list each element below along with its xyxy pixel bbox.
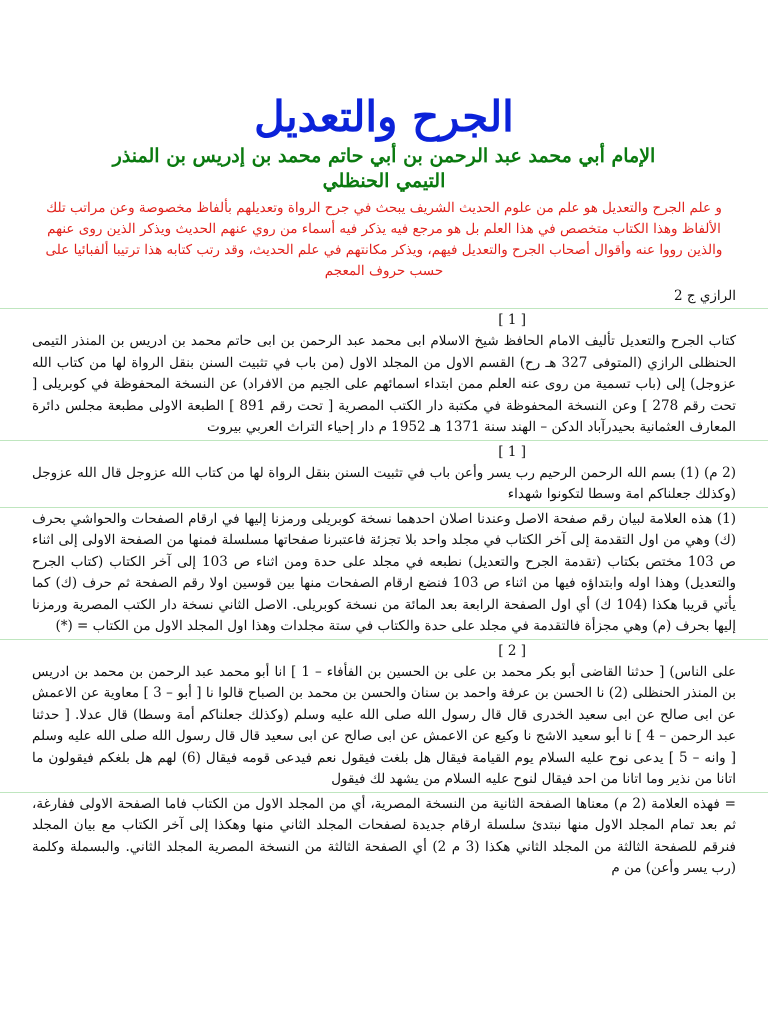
- divider: [0, 507, 768, 508]
- page-number: [ 1 ]: [498, 443, 526, 460]
- volume-label: الرازي ج 2: [673, 288, 736, 304]
- divider: [0, 440, 768, 441]
- section-3-paragraph: على الناس) [ حدثنا القاضى أبو بكر محمد بن على بن الحسين بن الفأفاء – 1 ] انا أبو محمد عبد الرحمن بن محمد بن ادريس بن المنذر الحنظلى (2) نا الحسن بن عرفة واحمد بن سنان والحسن بن محمد بن الصباح قالوا نا [ أبو – 3 ] معاوية عن الاعمش عن ابى صالح عن ابى سعيد الخدرى قال قال رسول الله صلى الله عليه وسلم (وكذلك جعلناكم أمة وسطا) قال عدلا. [ حدثنا عبد الرحمن – 4 ] نا أبو سعيد الاشج نا وكيع عن الاعمش عن ابى صالح عن ابى سعيد قال قال رسول الله صلى الله عليه وسلم [ وانه – 5 ] يدعى نوح عليه السلام يوم القيامة فيقال هل بلغت فيقول نعم فيدعى قومه فيقال (6) لهم هل بلغكم فيقولون ما اتانا من نذير وما اتانا من احد فيقال لنوح عليه السلام من يشهد لك فيقول: [32, 663, 737, 787]
- divider: [0, 639, 768, 640]
- divider: [0, 308, 768, 309]
- section-1-paragraph: كتاب الجرح والتعديل تأليف الامام الحافظ شيخ الاسلام ابى محمد عبد الرحمن بن ابى حاتم محمد بن ادريس بن المنذر التيمى الحنظلى الرازي (المتوفى 327 هـ رح) القسم الاول من المجلد الاول (من باب في تثبيت السنن بنقل الرواة لها من كتاب الله عزوجل) إلى (باب تسمية من روى عنه العلم ممن ابتداء اسمائهم على الجيم من الافراد) عن النسخة المحفوظة في كوبريلى [ تحت رقم 278 ] وعن النسخة المحفوظة في مكتبة دار الكتب المصرية [ تحت رقم 891 ] الطبعة الاولى مطبعة مجلس دائرة المعارف العثمانية بحيدرآباد الدكن – الهند سنة 1371 هـ 1952 م دار إحياء التراث العربي بيروت: [32, 333, 736, 435]
- divider: [0, 792, 768, 793]
- author-line-1: الإمام أبي محمد عبد الرحمن بن أبي حاتم محمد بن إدريس بن المنذر: [112, 145, 656, 167]
- footnote-2: = فهذه العلامة (2 م) معناها الصفحة الثانية من النسخة المصرية، أي من المجلد الاول من الكتاب فاما الصفحة الاولى ففارغة، ثم بعد تمام المجلد الاول منها نبتدئ سلسلة ارقام جديدة لصفحات المجلد الثاني منها وهكذا إلى آخر الكتاب مع بيان المجلد فنرقم للصفحة الثالثة من المجلد الثاني هكذا (3 م 2) أي الصفحة الثالثة من النسخة المصرية المجلد الثاني. والبسملة وكلمة (رب يسر وأعن) من م: [32, 795, 736, 876]
- section-2-paragraph: (2 م) (1) بسم الله الرحمن الرحيم رب يسر وأعن باب في تثبيت السنن بنقل الرواة لها من كتاب الله عزوجل قال الله عزوجل (وكذلك جعلناكم امة وسطا لتكونوا شهداء: [32, 464, 736, 502]
- footnote-1: (1) هذه العلامة لبيان رقم صفحة الاصل وعندنا اصلان احدهما نسخة كوبريلى ورمزنا إليها في ارقام الصفحات والحواشي بحرف (ك) وهي من اول التقدمة إلى آخر الكتاب في مجلد واحد بلا تجزئة فاعتبرنا صفحاتها مسلسلة فمنها من الصفحة الاولى إلى اثناء ص 103 مختص بكتاب (تقدمة الجرح والتعديل) نطبعه في مجلد على حدة ومن اثناء ص 103 إلى آخر الكتاب (كتاب الجرح والتعديل) وهذا اوله وابتداؤه فيها من اثناء ص 103 فنضع ارقام الصفحات منها بين قوسين اولا رقم الصفحة ثم حرف (ك) كما يأتي قريبا هكذا (104 ك) أي اول الصفحة الرابعة بعد المائة من نسخة كوبريلى. الاصل الثاني نسخة دار الكتب المصرية ورمزنا إليها بحرف (م) وهي مجزأة فالتقدمة في مجلد على حدة والكتاب في ستة مجلدات وهذا اول المجلد الاول من الكتاب = (*): [32, 510, 736, 634]
- book-title: الجرح والتعديل: [254, 92, 514, 141]
- author-line-2: التيمي الحنظلي: [322, 170, 446, 192]
- page-number: [ 2 ]: [498, 642, 526, 659]
- page-number: [ 1 ]: [498, 312, 526, 328]
- book-description: و علم الجرح والتعديل هو علم من علوم الحديث الشريف يبحث في جرح الرواة وتعديلهم بألفاظ مخصوصة وعن مراتب تلك الألفاظ وهذا الكتاب متخصص في هذا العلم بل هو مرجع فيه يذكر فيه أسماء من روي عنهم الحديث ويذكر الذين روى عنهم والذين رووا عنه وأقوال أصحاب الجرح والتعديل فيهم، ويذكر مكانتهم في علم الحديث، وقد رتب كتابه هذا ترتيبا ألفبائيا على حسب حروف المعجم: [45, 200, 723, 279]
